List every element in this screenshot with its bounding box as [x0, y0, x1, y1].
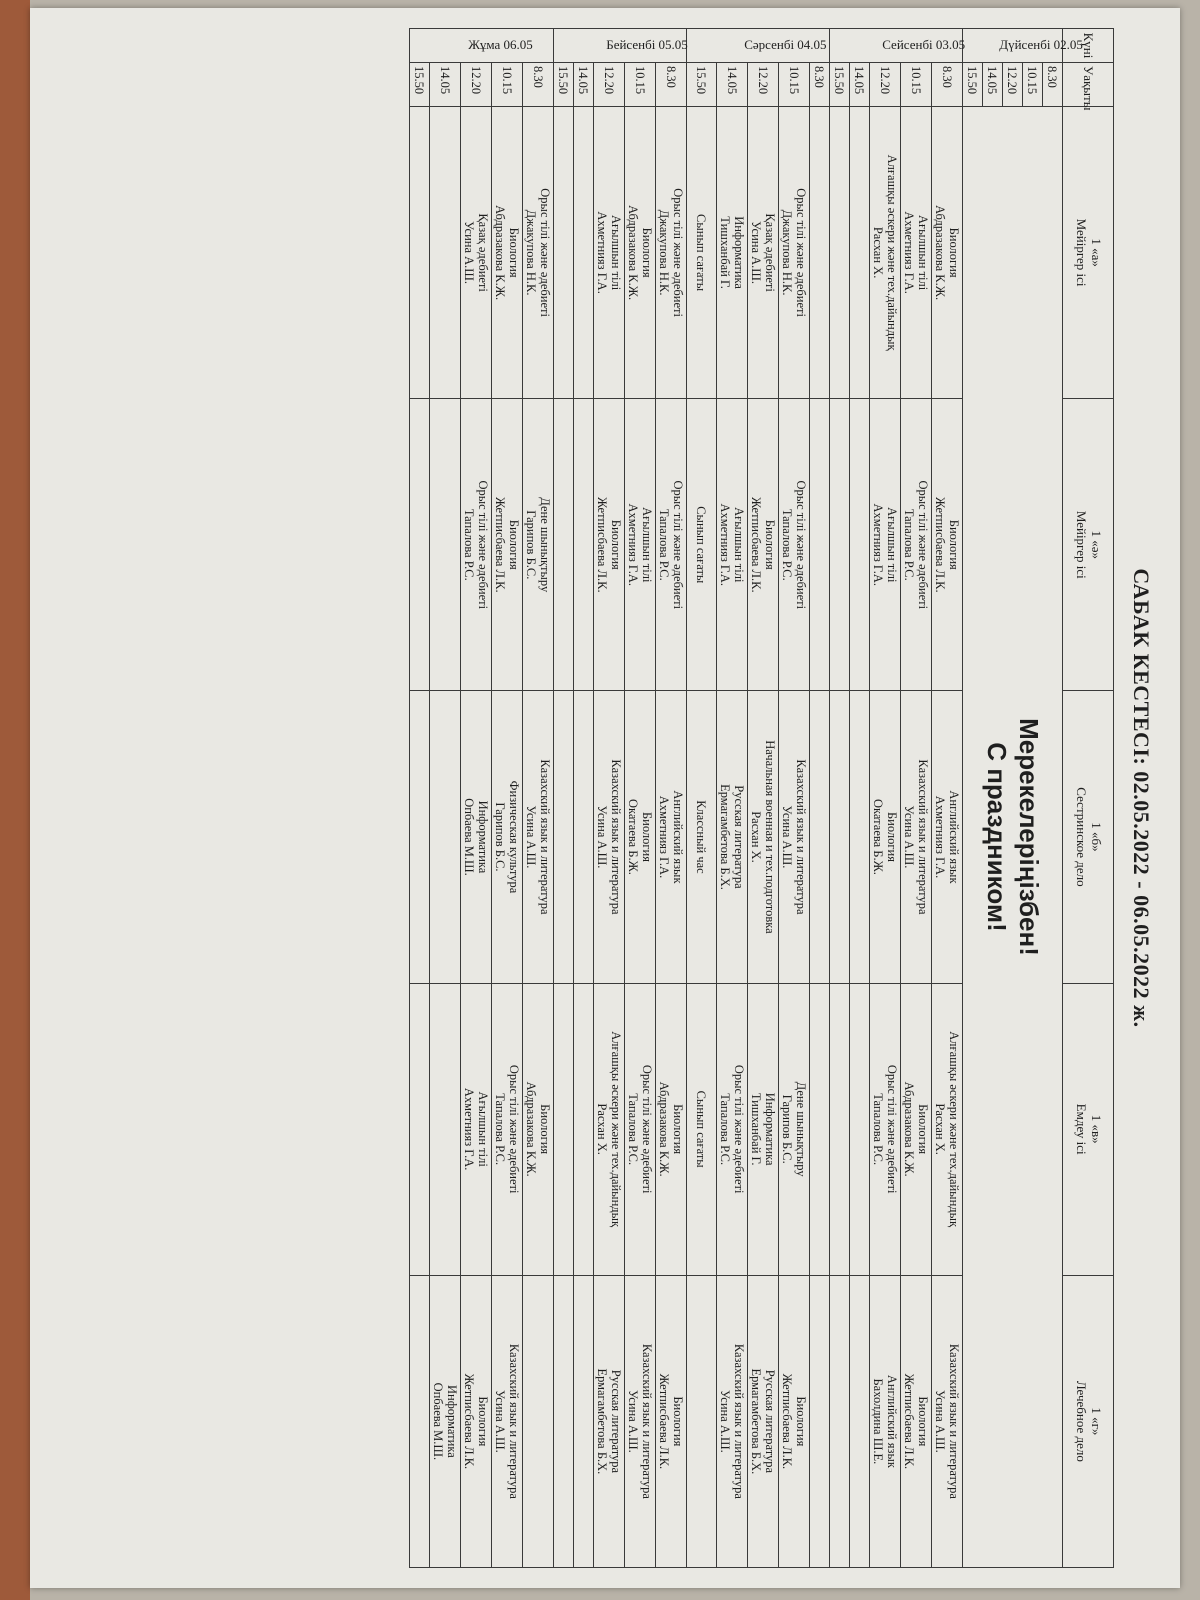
lesson-subject: Ағылшын тілі — [885, 507, 899, 583]
lesson-cell — [748, 107, 779, 399]
lesson-subject: Орыс тілі және әдебиеті — [538, 188, 552, 317]
lesson-teacher: Жетписбаева Л.К. — [595, 496, 609, 593]
lesson-subject: Орыс тілі және әдебиеті — [732, 1064, 746, 1194]
lesson-cell — [748, 1275, 779, 1567]
lesson-cell — [687, 1275, 717, 1567]
table-row — [625, 29, 656, 1568]
lesson-teacher: Ахметнияз Г.А. — [718, 503, 732, 587]
lesson-cell — [410, 107, 430, 399]
lesson-subject: Казахский язык и литература — [947, 1343, 961, 1499]
lesson-subject: Биология — [671, 1104, 685, 1155]
lesson-subject: Ағылшын тілі — [476, 1091, 490, 1167]
lesson-cell — [625, 107, 656, 399]
lesson-cell — [554, 399, 574, 691]
table-row — [932, 29, 963, 1568]
lesson-cell — [932, 1275, 963, 1567]
lesson-teacher: Ахметнияз Г.А. — [871, 503, 885, 587]
lesson-cell — [870, 983, 901, 1275]
lesson-cell — [523, 983, 554, 1275]
lesson-cell — [779, 399, 810, 691]
lesson-subject: Казахский язык и литература — [794, 759, 808, 915]
time-slot: 8.30 — [1043, 63, 1063, 107]
lesson-teacher: Абдразакова К.Ж. — [657, 1081, 671, 1177]
lesson-subject: Казахский язык и литература — [507, 1343, 521, 1499]
lesson-teacher: Абдразакова К.Ж. — [493, 205, 507, 301]
time-slot: 14.05 — [717, 63, 748, 107]
lesson-teacher: Ермагамбетова Б.Х. — [595, 1368, 609, 1475]
lesson-cell — [810, 107, 830, 399]
lesson-cell — [717, 691, 748, 983]
time-slot: 15.50 — [830, 63, 850, 107]
lesson-cell — [779, 983, 810, 1275]
time-slot: 12.20 — [594, 63, 625, 107]
lesson-cell — [717, 1275, 748, 1567]
lesson-subject: Ағылшын тілі — [609, 214, 623, 291]
lesson-subject: Сынып сағаты — [694, 506, 709, 584]
lesson-cell — [430, 107, 461, 399]
lesson-cell — [830, 691, 850, 983]
header-group-1a: 1 «а» Мейіргер ісі — [1063, 107, 1114, 399]
schedule-body — [410, 29, 1083, 1568]
table-row — [554, 29, 574, 1568]
lesson-subject: Английский язык — [885, 1374, 899, 1468]
lesson-cell — [574, 983, 594, 1275]
lesson-teacher: Ермагамбетова Б.Х. — [749, 1368, 763, 1475]
lesson-cell — [410, 983, 430, 1275]
lesson-teacher: Окатаева Б.Ж. — [871, 799, 885, 875]
header-group-1b: 1 «б» Сестринское дело — [1063, 691, 1114, 983]
lesson-cell — [810, 399, 830, 691]
lesson-subject: Русская литература — [609, 1369, 623, 1474]
lesson-teacher: Ахметнияз Г.А. — [462, 1087, 476, 1171]
desk-edge — [0, 0, 30, 1600]
lesson-cell — [901, 1275, 932, 1567]
lesson-cell — [717, 107, 748, 399]
lesson-cell — [492, 983, 523, 1275]
lesson-teacher: Ахметнияз Г.А. — [626, 503, 640, 587]
day-label: Сейсенбі 03.05 — [830, 29, 963, 63]
lesson-teacher: Тапалова Р.С. — [780, 508, 794, 581]
lesson-subject: Русская литература — [763, 1369, 777, 1474]
lesson-subject: Орыс тілі және әдебиеті — [794, 480, 808, 610]
table-row — [901, 29, 932, 1568]
lesson-subject: Ағылшын тілі — [732, 507, 746, 583]
lesson-cell — [901, 691, 932, 983]
table-row — [748, 29, 779, 1568]
lesson-cell — [523, 399, 554, 691]
time-slot: 10.15 — [492, 63, 523, 107]
lesson-cell — [523, 107, 554, 399]
lesson-cell — [810, 691, 830, 983]
lesson-cell — [574, 691, 594, 983]
lesson-teacher: Жетписбаева Л.К. — [462, 1373, 476, 1470]
lesson-subject: Русская литература — [732, 785, 746, 889]
lesson-teacher: Ахметнияз Г.А. — [933, 795, 947, 879]
lesson-teacher: Усина А.Ш. — [524, 805, 538, 869]
holiday-line-kk: Мерекелеріңізбен! — [1013, 718, 1044, 956]
lesson-teacher: Усина А.Ш. — [493, 1389, 507, 1453]
lesson-subject: Биология — [885, 811, 899, 862]
lesson-subject: Алғашқы әскери және тех.дайындық — [947, 1031, 961, 1228]
day-label: Жұма 06.05 — [410, 29, 554, 63]
lesson-cell — [779, 107, 810, 399]
time-slot: 10.15 — [1023, 63, 1043, 107]
lesson-cell — [574, 399, 594, 691]
time-slot: 12.20 — [461, 63, 492, 107]
lesson-subject: Классный час — [694, 800, 709, 874]
lesson-subject: Сынып сағаты — [694, 1090, 709, 1168]
lesson-subject: Биология — [947, 519, 961, 570]
lesson-teacher: Усина А.Ш. — [933, 1389, 947, 1453]
header-time: Уақыты — [1063, 63, 1114, 107]
lesson-teacher: Расхан Х. — [871, 226, 885, 279]
lesson-teacher: Абдразакова К.Ж. — [933, 205, 947, 301]
lesson-teacher: Ермагамбетова Б.Х. — [718, 784, 732, 890]
lesson-subject: Орыс тілі және әдебиеті — [885, 1064, 899, 1194]
header-row — [1063, 29, 1114, 1568]
lesson-cell — [554, 691, 574, 983]
lesson-cell — [461, 399, 492, 691]
lesson-teacher: Жетписбаева Л.К. — [780, 1373, 794, 1470]
time-slot: 12.20 — [1003, 63, 1023, 107]
lesson-cell — [594, 399, 625, 691]
lesson-cell — [717, 399, 748, 691]
lesson-subject: Казахский язык и литература — [916, 759, 930, 915]
lesson-teacher: Абдразакова К.Ж. — [524, 1081, 538, 1177]
time-slot: 10.15 — [625, 63, 656, 107]
lesson-cell — [410, 1275, 430, 1567]
lesson-cell — [810, 983, 830, 1275]
time-slot: 15.50 — [963, 63, 983, 107]
lesson-teacher: Ахметнияз Г.А. — [595, 211, 609, 294]
lesson-subject: Биология — [763, 519, 777, 570]
lesson-cell — [523, 691, 554, 983]
lesson-teacher: Жетписбаева Л.К. — [749, 496, 763, 593]
lesson-cell — [656, 399, 687, 691]
lesson-cell — [779, 1275, 810, 1567]
lesson-cell — [687, 399, 717, 691]
time-slot: 10.15 — [779, 63, 810, 107]
lesson-subject: Орыс тілі және әдебиеті — [671, 480, 685, 610]
lesson-subject: Английский язык — [671, 790, 685, 884]
lesson-cell — [625, 691, 656, 983]
lesson-teacher: Жетписбаева Л.К. — [493, 496, 507, 593]
lesson-cell — [850, 983, 870, 1275]
table-row — [656, 29, 687, 1568]
lesson-subject: Алғашқы әскери және тех.дайындық — [609, 1031, 623, 1228]
lesson-teacher: Гарипов Б.С. — [493, 802, 507, 872]
lesson-cell — [748, 399, 779, 691]
lesson-cell — [594, 983, 625, 1275]
lesson-cell — [492, 691, 523, 983]
lesson-cell — [932, 691, 963, 983]
lesson-subject: Биология — [671, 1396, 685, 1447]
table-row — [830, 29, 850, 1568]
lesson-teacher: Абдразакова К.Ж. — [626, 205, 640, 301]
lesson-cell — [656, 1275, 687, 1567]
lesson-cell — [717, 983, 748, 1275]
table-row — [430, 29, 461, 1568]
lesson-subject: Биология — [916, 1396, 930, 1447]
time-slot: 10.15 — [901, 63, 932, 107]
table-row — [594, 29, 625, 1568]
lesson-cell — [523, 1275, 554, 1567]
lesson-subject: Биология — [538, 1104, 552, 1155]
lesson-teacher: Гарипов Б.С. — [524, 510, 538, 580]
lesson-cell — [554, 107, 574, 399]
day-label: Бейсенбі 05.05 — [554, 29, 687, 63]
lesson-teacher: Тапалова Р.С. — [657, 508, 671, 581]
lesson-teacher: Ахметнияз Г.А. — [902, 211, 916, 294]
lesson-teacher: Опбаева М.Ш. — [431, 1382, 445, 1461]
lesson-cell — [410, 399, 430, 691]
lesson-teacher: Тапалова Р.С. — [462, 508, 476, 581]
lesson-teacher: Ахметнияз Г.А. — [657, 795, 671, 879]
lesson-teacher: Тапалова Р.С. — [871, 1093, 885, 1166]
table-row — [779, 29, 810, 1568]
lesson-teacher: Тапалова Р.С. — [718, 1093, 732, 1166]
time-slot: 15.50 — [410, 63, 430, 107]
time-slot: 15.50 — [554, 63, 574, 107]
lesson-cell — [850, 399, 870, 691]
lesson-cell — [830, 399, 850, 691]
lesson-subject: Орыс тілі және әдебиеті — [640, 1064, 654, 1194]
lesson-cell — [430, 1275, 461, 1567]
table-row — [523, 29, 554, 1568]
lesson-subject: Орыс тілі және әдебиеті — [794, 188, 808, 317]
table-row — [1043, 29, 1063, 1568]
lesson-subject: Информатика — [445, 1384, 459, 1458]
time-slot: 12.20 — [748, 63, 779, 107]
time-slot: 14.05 — [983, 63, 1003, 107]
table-row — [810, 29, 830, 1568]
table-row — [492, 29, 523, 1568]
lesson-cell — [625, 983, 656, 1275]
lesson-teacher: Джакупова Н.К. — [524, 209, 538, 296]
lesson-subject: Дене шынықтыру — [538, 497, 552, 593]
lesson-teacher: Опбаева М.Ш. — [462, 798, 476, 876]
lesson-cell — [410, 691, 430, 983]
lesson-cell — [554, 1275, 574, 1567]
lesson-cell — [687, 691, 717, 983]
lesson-cell — [932, 983, 963, 1275]
lesson-subject: Орыс тілі және әдебиеті — [671, 188, 685, 317]
lesson-cell — [850, 691, 870, 983]
lesson-teacher: Усина А.Ш. — [626, 1389, 640, 1453]
lesson-subject: Дене шынықтыру — [794, 1081, 808, 1177]
lesson-cell — [870, 1275, 901, 1567]
lesson-teacher: Жетписбаева Л.К. — [657, 1373, 671, 1470]
lesson-subject: Физическая культура — [507, 780, 521, 894]
lesson-subject: Биология — [640, 227, 654, 278]
lesson-teacher: Гарипов Б.С. — [780, 1094, 794, 1164]
table-row — [717, 29, 748, 1568]
lesson-teacher: Усина А.Ш. — [595, 805, 609, 869]
lesson-subject: Орыс тілі және әдебиеті — [476, 480, 490, 610]
lesson-cell — [687, 983, 717, 1275]
lesson-teacher: Усина А.Ш. — [780, 805, 794, 869]
lesson-subject: Информатика — [732, 216, 746, 289]
lesson-subject: Казахский язык и литература — [609, 759, 623, 915]
lesson-teacher: Усина А.Ш. — [718, 1389, 732, 1453]
header-group-1v: 1 «в» Емдеу ісі — [1063, 983, 1114, 1275]
holiday-line-ru: С праздником! — [982, 742, 1013, 932]
lesson-subject: Казахский язык и литература — [538, 759, 552, 915]
lesson-cell — [687, 107, 717, 399]
lesson-cell — [901, 983, 932, 1275]
lesson-cell — [748, 691, 779, 983]
lesson-teacher: Расхан Х. — [749, 811, 763, 863]
lesson-cell — [461, 983, 492, 1275]
lesson-subject: Қазақ әдебиеті — [763, 213, 777, 292]
lesson-subject: Орыс тілі және әдебиеті — [916, 480, 930, 610]
header-group-1g: 1 «г» Лечебное дело — [1063, 1275, 1114, 1567]
holiday-greeting — [963, 107, 1063, 1568]
paper-sheet — [30, 8, 1180, 1588]
lesson-subject: Орыс тілі және әдебиеті — [507, 1064, 521, 1194]
lesson-subject: Информатика — [763, 1092, 777, 1166]
time-slot: 8.30 — [810, 63, 830, 107]
lesson-subject: Английский язык — [947, 790, 961, 884]
lesson-subject: Биология — [609, 519, 623, 570]
lesson-cell — [850, 107, 870, 399]
lesson-subject: Ағылшын тілі — [916, 214, 930, 291]
time-slot: 14.05 — [430, 63, 461, 107]
time-slot: 15.50 — [687, 63, 717, 107]
lesson-teacher: Расхан Х. — [595, 1103, 609, 1155]
day-label: Сәрсенбі 04.05 — [687, 29, 830, 63]
time-slot: 14.05 — [574, 63, 594, 107]
lesson-subject: Биология — [947, 227, 961, 278]
lesson-teacher: Усина А.Ш. — [749, 221, 763, 285]
lesson-cell — [430, 399, 461, 691]
lesson-cell — [625, 1275, 656, 1567]
lesson-teacher: Тапалова Р.С. — [626, 1093, 640, 1166]
lesson-subject: Биология — [794, 1396, 808, 1447]
time-slot: 12.20 — [870, 63, 901, 107]
lesson-subject: Казахский язык и литература — [732, 1343, 746, 1499]
lesson-subject: Биология — [916, 1104, 930, 1155]
lesson-cell — [574, 1275, 594, 1567]
table-row — [687, 29, 717, 1568]
lesson-subject: Алғашқы әскери және тех.дайындық — [885, 154, 899, 351]
time-slot: 8.30 — [932, 63, 963, 107]
lesson-subject: Биология — [507, 227, 521, 278]
lesson-cell — [656, 107, 687, 399]
lesson-teacher: Абдразакова К.Ж. — [902, 1081, 916, 1177]
lesson-teacher: Расхан Х. — [933, 1103, 947, 1155]
lesson-cell — [625, 399, 656, 691]
lesson-teacher: Джакупова Н.К. — [780, 209, 794, 296]
lesson-cell — [574, 107, 594, 399]
lesson-teacher: Усина А.Ш. — [462, 221, 476, 285]
lesson-teacher: Окатаева Б.Ж. — [626, 799, 640, 875]
lesson-cell — [492, 1275, 523, 1567]
lesson-cell — [748, 983, 779, 1275]
lesson-cell — [932, 107, 963, 399]
lesson-subject: Казахский язык и литература — [640, 1343, 654, 1499]
time-slot: 14.05 — [850, 63, 870, 107]
lesson-subject: Ағылшын тілі — [640, 507, 654, 583]
lesson-cell — [461, 107, 492, 399]
lesson-cell — [656, 983, 687, 1275]
day-label: Дүйсенбі 02.05 — [963, 29, 1063, 63]
header-day: Күні — [1063, 29, 1114, 63]
lesson-subject: Биология — [476, 1396, 490, 1447]
lesson-cell — [901, 399, 932, 691]
lesson-cell — [594, 107, 625, 399]
lesson-cell — [850, 1275, 870, 1567]
lesson-cell — [810, 1275, 830, 1567]
lesson-teacher: Усина А.Ш. — [902, 805, 916, 869]
lesson-cell — [870, 399, 901, 691]
lesson-cell — [656, 691, 687, 983]
lesson-cell — [594, 691, 625, 983]
lesson-teacher: Тишханбай Г. — [749, 1092, 763, 1166]
lesson-cell — [430, 691, 461, 983]
lesson-cell — [870, 107, 901, 399]
time-slot: 8.30 — [523, 63, 554, 107]
lesson-cell — [461, 1275, 492, 1567]
time-slot: 8.30 — [656, 63, 687, 107]
lesson-subject: Биология — [507, 519, 521, 570]
schedule-table — [409, 28, 1114, 1568]
lesson-subject: Биология — [640, 811, 654, 862]
lesson-teacher: Жетписбаева Л.К. — [933, 496, 947, 593]
lesson-cell — [554, 983, 574, 1275]
lesson-cell — [830, 1275, 850, 1567]
lesson-subject: Қазақ әдебиеті — [476, 213, 490, 292]
lesson-cell — [594, 1275, 625, 1567]
table-row — [410, 29, 430, 1568]
lesson-cell — [461, 691, 492, 983]
lesson-teacher: Жетписбаева Л.К. — [902, 1373, 916, 1470]
header-group-1ae: 1 «ә» Мейіргер ісі — [1063, 399, 1114, 691]
lesson-cell — [932, 399, 963, 691]
lesson-cell — [830, 983, 850, 1275]
schedule-title: САБАК КЕСТЕСІ: 02.05.2022 - 06.05.2022 ж. — [1129, 568, 1154, 1028]
table-row — [461, 29, 492, 1568]
lesson-teacher: Джакупова Н.К. — [657, 209, 671, 296]
lesson-cell — [492, 399, 523, 691]
lesson-subject: Информатика — [476, 800, 490, 874]
lesson-subject: Начальная военная и тех.подготовка — [763, 740, 777, 934]
lesson-teacher: Тишханбай Г. — [718, 216, 732, 289]
lesson-cell — [870, 691, 901, 983]
lesson-cell — [492, 107, 523, 399]
lesson-cell — [830, 107, 850, 399]
lesson-teacher: Тапалова Р.С. — [493, 1093, 507, 1166]
lesson-cell — [779, 691, 810, 983]
lesson-teacher: Тапалова Р.С. — [902, 508, 916, 581]
lesson-subject: Сынып сағаты — [694, 214, 709, 292]
rotated-schedule — [50, 28, 1160, 1568]
table-row — [870, 29, 901, 1568]
lesson-cell — [430, 983, 461, 1275]
table-row — [850, 29, 870, 1568]
lesson-cell — [901, 107, 932, 399]
table-row — [574, 29, 594, 1568]
lesson-teacher: Бахолдина Ш.Е. — [871, 1378, 885, 1465]
